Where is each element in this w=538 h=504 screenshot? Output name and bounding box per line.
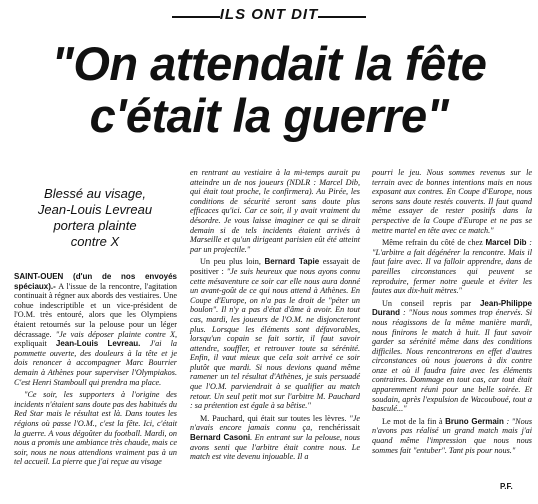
article-column-2 — [190, 168, 360, 465]
headline-line-2: c'était la guerre" — [89, 89, 449, 142]
paragraph — [190, 414, 360, 462]
quote-text: : "Nous nous sommes trop énervés. Si nous réagissons de la même manière mardi, nous finirons le match à huit. Il faut savoir garder sa sérénité même dans des conditions difficiles. Nous rencontrerons en effet d'autres circonstances où nous jouerons à dix contre onze et où il faudra faire avec les éléments contraires. Dommage en tout cas, car tout était apparemment réuni pour une belle soirée. Et soudain, après l'expulsion de Wacouboué, tout a basculé..." — [372, 308, 532, 414]
body-text: Un conseil repris par — [382, 298, 480, 308]
body-text: M. Pauchard, qui était sur toutes les lèvres. — [200, 413, 350, 423]
paragraph — [190, 257, 360, 411]
paragraph — [14, 390, 177, 467]
quote-text: : "L'arbitre a fait dégénérer la rencontre. Mais il faut faire avec. Il va falloir apprendre, dans de pareilles circonstances qui peuvent se reproduire, fermer notre gueule et éviter les fautes aux dix-huit mètres." — [372, 238, 532, 296]
paragraph — [14, 272, 177, 387]
speaker-name: Jean-Philippe Durand — [372, 298, 532, 318]
quote-text: "Je n'avais encore jamais connu ça, — [190, 413, 360, 433]
body-text: Même refrain du côté de chez — [382, 238, 486, 248]
quote-text: pourri le jeu. Nous sommes revenus sur le terrain avec de bonnes intentions mais en nous exposant aux contres. En Coupe d'Europe, nous serons sans doute restés couverts. Il faut quand même essayer de rester positifs dans la perspective de la Coupe d'Europe et ne pas se mettre martel en tête avec ce match." — [372, 168, 532, 235]
quote-text: . En entrant sur la pelouse, nous avons senti que l'arbitre était contre nous. Le match est vite devenu injouable. Il a — [190, 433, 360, 462]
deck-line-2: Jean-Louis Levreau — [37, 202, 153, 217]
dateline: SAINT-OUEN (d'un de nos envoyés spéciaux).- — [14, 272, 177, 291]
deck — [20, 186, 170, 250]
quote-text: : "Nous n'avons pas réalisé un grand match mais j'ai quand même l'impression que nous nous sommes fait "entuber". Tant pis pour nous." — [372, 416, 532, 455]
deck-line-1: Blessé au visage, — [44, 186, 146, 201]
quote-text: "Je suis heureux que nous ayons connu cette mésaventure ce soir car elle nous aura donné un avant-goût de ce qui nous attend à Athènes. En Coupe d'Europe, on n'a pas le droit de "péter un boulon". Il n'y a pas d'état d'âme à avoir. En tout cas, mardi, les joueurs de l'O.M. ne disjoncteront plus. Lorsque les éléments sont défavorables, lorsqu'un copain se fait sortir, il faut savoir attendre, souffler, et retrouver toute sa sérénité. Enfin, il vaut mieux que cela soit arrivé ce soir plutôt que mardi. Si nous devions quand même ramener un tel résultat d'Athènes, je suis persuadé que l'O.M. parviendrait à se qualifier au match retour. Un seul petit mot sur l'arbitre M. Pauchard : sa prétention est égale à sa bêtise." — [190, 266, 360, 411]
paragraph — [372, 238, 532, 296]
quote-text: "Ce soir, les supporters à l'origine des incidents n'étaient sans doute pas des habitués du Red Star mais le résultat est là. Dans toutes les régions où passe l'O.M., c'est la fête. Ici, c'était la guerre. A vous dégoûter du football. Mardi, on nous a promis une ambiance très chaude, mais ce soir, nous ne nous attendions vraiment pas à un tel accueil. La pierre que j'ai reçue au visage — [14, 390, 177, 467]
deck-line-3: portera plainte — [53, 218, 137, 233]
deck-line-4: contre X — [70, 234, 120, 249]
body-text: essayait de positiver : — [190, 257, 361, 276]
kicker: ILS ONT DIT — [219, 6, 319, 23]
quote-text: "Je vais déposer plainte contre X, — [55, 329, 177, 339]
headline-line-1: "On attendait la fête — [51, 37, 487, 90]
speaker-name: Bernard Casoni — [190, 433, 251, 443]
speaker-name: Bruno Germain — [445, 416, 504, 426]
body-text: Le mot de la fin à — [382, 416, 446, 426]
speaker-name: Marcel Dib — [485, 238, 527, 248]
quote-text: J'ai la pommette ouverte, des douleurs à la tête et je dois renoncer à accompagner Marc Bourrier demain à Athènes pour superviser l'Olympiakos. C'est Henri Stamboull qui prendra ma place. — [14, 339, 177, 387]
speaker-name: Bernard Tapie — [264, 257, 320, 267]
paragraph — [372, 168, 532, 235]
headline — [0, 38, 538, 142]
body-text: Un peu plus loin, — [200, 257, 265, 267]
paragraph — [190, 168, 360, 254]
article-column-1 — [14, 272, 177, 470]
author-signature: P.F. — [500, 482, 513, 491]
body-text: expliquait — [14, 339, 56, 349]
body-text: renchérissait — [318, 423, 360, 433]
speaker-name: Jean-Louis Levreau. — [55, 339, 150, 349]
paragraph — [372, 417, 532, 455]
quote-text: en rentrant au vestiaire à la mi-temps aurait pu atteindre un de nos joueurs (NDLR : Marcel Dib, qui était tout proche, le confirmera). Au Pirée, les conditions de sécurité seront sans doute plus efficaces qu'ici. Car ce soir, il y avait vraiment du désordre. Je vous laisse imaginer ce qui se dirait demain si de tels incidents étaient arrivés à Marseille et qu'un dirigeant parisien eût été atteint par un projectile." — [190, 168, 360, 254]
paragraph — [372, 299, 532, 414]
body-text: A l'issue de la rencontre, l'agitation continuait à régner aux abords des vestiaires. Une cohue indescriptible et un vice-président de l'O.M. très entouré, alors que les Olympiens étaient retournés sur la pelouse pour un léger décrassage. — [14, 281, 177, 339]
article-column-3 — [372, 168, 532, 458]
